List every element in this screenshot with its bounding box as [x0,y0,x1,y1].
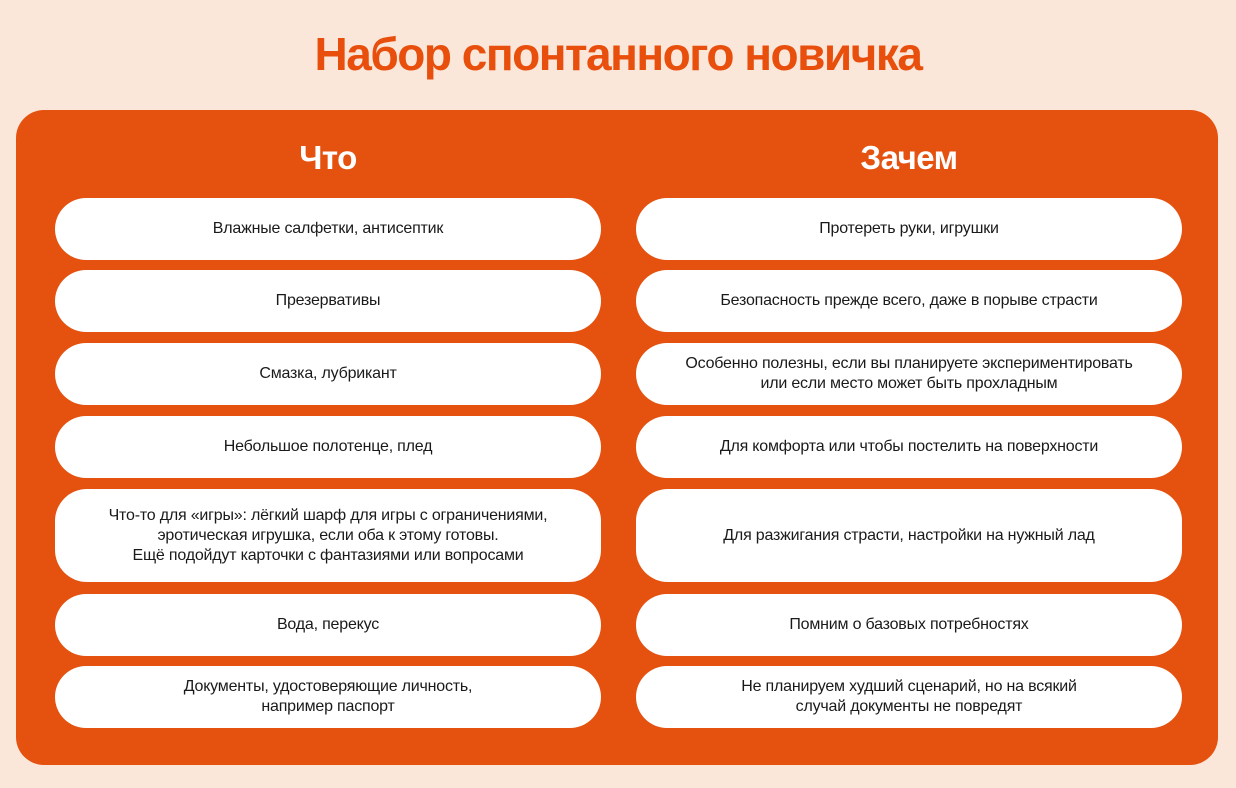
what-cell-documents: Документы, удостоверяющие личность, например паспорт [55,666,601,728]
why-cell-condoms: Безопасность прежде всего, даже в порыве страсти [636,270,1182,332]
column-header-why: Зачем [860,139,958,176]
why-cell-wipes: Протереть руки, игрушки [636,198,1182,260]
page-title: Набор спонтанного новичка [314,28,922,80]
what-cell-towel: Небольшое полотенце, плед [55,416,601,478]
why-cell-documents: Не планируем худший сценарий, но на всякий случай документы не повредят [636,666,1182,728]
why-cell-lubricant: Особенно полезны, если вы планируете экспериментировать или если место может быть прохладным [636,343,1182,405]
kit-table [16,110,1218,765]
why-cell-towel: Для комфорта или чтобы постелить на поверхности [636,416,1182,478]
what-cell-condoms: Презервативы [55,270,601,332]
what-cell-play-items: Что-то для «игры»: лёгкий шарф для игры с ограничениями, эротическая игрушка, если оба к этому готовы. Ещё подойдут карточки с фантазиями или вопросами [55,489,601,582]
why-cell-play-items: Для разжигания страсти, настройки на нужный лад [636,489,1182,582]
what-cell-lubricant: Смазка, лубрикант [55,343,601,405]
column-header-what: Что [299,139,357,176]
what-cell-wipes: Влажные салфетки, антисептик [55,198,601,260]
what-cell-water-snack: Вода, перекус [55,594,601,656]
why-cell-water-snack: Помним о базовых потребностях [636,594,1182,656]
